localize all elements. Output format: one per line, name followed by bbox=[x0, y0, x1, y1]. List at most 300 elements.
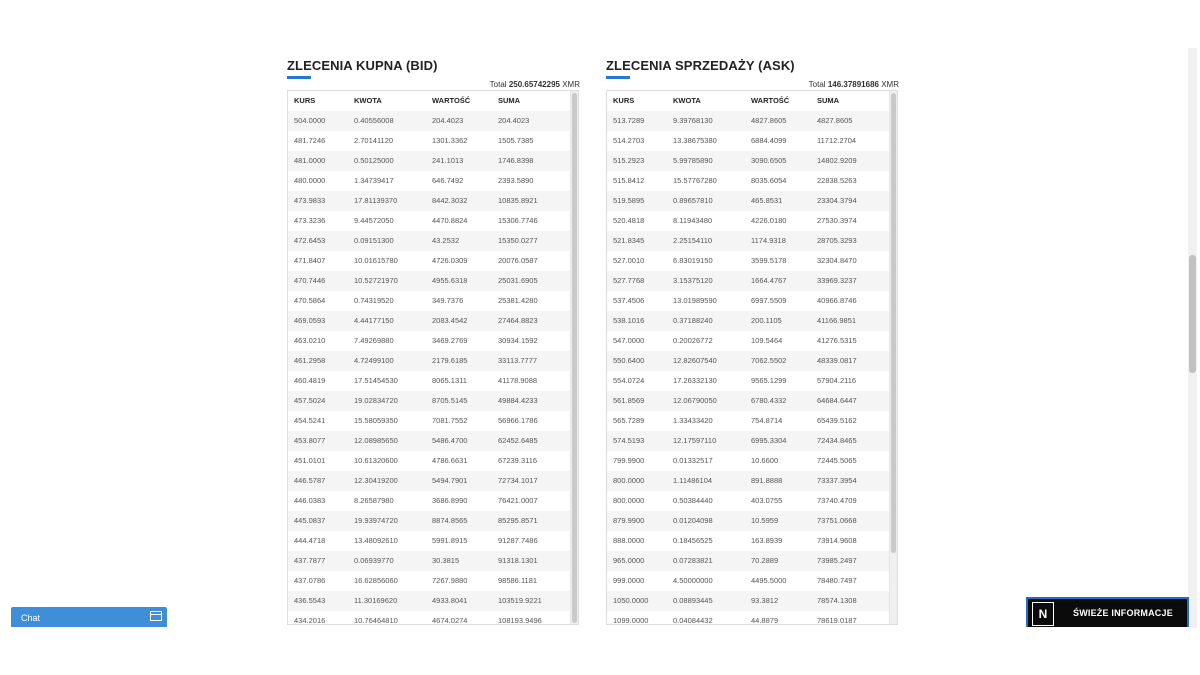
bid-scrollbar-thumb[interactable] bbox=[572, 93, 577, 623]
cell-suma: 15306.7746 bbox=[498, 216, 538, 225]
bid-order-row[interactable] bbox=[288, 611, 578, 625]
cell-kwota: 19.02834720 bbox=[354, 396, 398, 405]
cell-suma: 108193.9496 bbox=[498, 616, 542, 625]
cell-kurs: 799.9900 bbox=[613, 456, 645, 465]
cell-kwota: 0.40556008 bbox=[354, 116, 394, 125]
cell-suma: 91287.7486 bbox=[498, 536, 538, 545]
cell-kwota: 17.81139370 bbox=[354, 196, 398, 205]
cell-kwota: 8.11943480 bbox=[673, 216, 713, 225]
cell-suma: 33113.7777 bbox=[498, 356, 538, 365]
cell-kwota: 10.52721970 bbox=[354, 276, 398, 285]
bid-order-row[interactable] bbox=[288, 211, 578, 231]
ask-order-row[interactable] bbox=[607, 291, 897, 311]
ask-order-row[interactable] bbox=[607, 531, 897, 551]
cell-kwota: 0.01204098 bbox=[673, 516, 713, 525]
cell-suma: 78619.0187 bbox=[817, 616, 857, 625]
cell-kurs: 800.0000 bbox=[613, 496, 645, 505]
cell-kurs: 514.2703 bbox=[613, 136, 645, 145]
cell-kwota: 0.06939770 bbox=[354, 556, 394, 565]
ask-order-row[interactable] bbox=[607, 391, 897, 411]
cell-suma: 2393.5890 bbox=[498, 176, 534, 185]
cell-kwota: 0.50125000 bbox=[354, 156, 394, 165]
ask-scrollbar-thumb[interactable] bbox=[891, 93, 896, 553]
ask-order-row[interactable] bbox=[607, 251, 897, 271]
cell-wartosc: 9565.1299 bbox=[751, 376, 787, 385]
cell-kwota: 12.17597110 bbox=[673, 436, 717, 445]
cell-suma: 10835.8921 bbox=[498, 196, 538, 205]
cell-suma: 27464.8823 bbox=[498, 316, 538, 325]
header-wartosc: WARTOŚĆ bbox=[432, 96, 471, 105]
cell-suma: 204.4023 bbox=[498, 116, 530, 125]
cell-wartosc: 4786.6631 bbox=[432, 456, 468, 465]
cell-kurs: 472.6453 bbox=[294, 236, 326, 245]
cell-kurs: 504.0000 bbox=[294, 116, 326, 125]
ask-title-underline bbox=[606, 76, 630, 79]
cell-kwota: 0.37188240 bbox=[673, 316, 713, 325]
page-scrollbar-thumb[interactable] bbox=[1189, 255, 1196, 373]
cell-wartosc: 2179.6185 bbox=[432, 356, 468, 365]
ask-order-row[interactable] bbox=[607, 431, 897, 451]
cell-suma: 78480.7497 bbox=[817, 576, 857, 585]
ask-order-row[interactable] bbox=[607, 191, 897, 211]
ask-order-row[interactable] bbox=[607, 211, 897, 231]
bid-order-row[interactable] bbox=[288, 271, 578, 291]
cell-suma: 14802.9209 bbox=[817, 156, 857, 165]
cell-suma: 25381.4280 bbox=[498, 296, 538, 305]
cell-kurs: 437.7877 bbox=[294, 556, 326, 565]
cell-wartosc: 6997.5509 bbox=[751, 296, 787, 305]
cell-wartosc: 754.8714 bbox=[751, 416, 783, 425]
cell-suma: 27530.3974 bbox=[817, 216, 857, 225]
cell-wartosc: 349.7376 bbox=[432, 296, 464, 305]
cell-wartosc: 891.8888 bbox=[751, 476, 783, 485]
cell-kwota: 0.08893445 bbox=[673, 596, 713, 605]
ask-total-unit: XMR bbox=[881, 80, 899, 89]
cell-kurs: 454.5241 bbox=[294, 416, 326, 425]
cell-wartosc: 43.2532 bbox=[432, 236, 460, 245]
ask-order-row[interactable] bbox=[607, 451, 897, 471]
header-kwota: KWOTA bbox=[354, 96, 382, 105]
cell-wartosc: 646.7492 bbox=[432, 176, 464, 185]
cell-kwota: 10.01615780 bbox=[354, 256, 398, 265]
cell-wartosc: 44.8879 bbox=[751, 616, 779, 625]
cell-kurs: 519.5895 bbox=[613, 196, 645, 205]
cell-wartosc: 4470.8824 bbox=[432, 216, 468, 225]
header-wartosc: WARTOŚĆ bbox=[751, 96, 790, 105]
cell-suma: 20076.0587 bbox=[498, 256, 538, 265]
cell-kurs: 434.2016 bbox=[294, 616, 326, 625]
cell-kurs: 470.5864 bbox=[294, 296, 326, 305]
header-kwota: KWOTA bbox=[673, 96, 701, 105]
cell-kwota: 0.20026772 bbox=[673, 336, 713, 345]
cell-kurs: 453.8077 bbox=[294, 436, 326, 445]
bid-order-row[interactable] bbox=[288, 451, 578, 471]
cell-kwota: 6.83019150 bbox=[673, 256, 713, 265]
chat-window-icon[interactable] bbox=[150, 611, 162, 621]
ask-order-row[interactable] bbox=[607, 171, 897, 191]
ask-order-row[interactable] bbox=[607, 271, 897, 291]
cell-suma: 1746.8398 bbox=[498, 156, 534, 165]
cell-suma: 41166.9851 bbox=[817, 316, 857, 325]
cell-kurs: 521.8345 bbox=[613, 236, 645, 245]
news-label: ŚWIEŻE INFORMACJE bbox=[1073, 608, 1173, 618]
cell-kurs: 480.0000 bbox=[294, 176, 326, 185]
cell-kwota: 5.99785890 bbox=[673, 156, 713, 165]
cell-kurs: 461.2958 bbox=[294, 356, 326, 365]
news-widget[interactable] bbox=[1026, 597, 1189, 627]
cell-suma: 73985.2497 bbox=[817, 556, 857, 565]
cell-suma: 73740.4709 bbox=[817, 496, 857, 505]
cell-kurs: 513.7289 bbox=[613, 116, 645, 125]
ask-total-label: Total bbox=[808, 80, 826, 89]
cell-suma: 57904.2116 bbox=[817, 376, 857, 385]
cell-wartosc: 200.1105 bbox=[751, 316, 782, 325]
cell-wartosc: 7081.7552 bbox=[432, 416, 468, 425]
cell-kurs: 471.8407 bbox=[294, 256, 326, 265]
cell-suma: 49884.4233 bbox=[498, 396, 538, 405]
cell-suma: 64684.6447 bbox=[817, 396, 857, 405]
cell-wartosc: 5494.7901 bbox=[432, 476, 468, 485]
cell-suma: 103519.9221 bbox=[498, 596, 542, 605]
cell-kurs: 457.5024 bbox=[294, 396, 326, 405]
cell-kwota: 9.44572050 bbox=[354, 216, 394, 225]
cell-kurs: 527.7768 bbox=[613, 276, 645, 285]
news-logo-icon: N bbox=[1032, 602, 1054, 626]
cell-kwota: 15.57767280 bbox=[673, 176, 717, 185]
cell-kurs: 473.3236 bbox=[294, 216, 326, 225]
cell-suma: 28705.3293 bbox=[817, 236, 857, 245]
cell-kwota: 12.30419200 bbox=[354, 476, 398, 485]
cell-suma: 40966.8746 bbox=[817, 296, 857, 305]
cell-suma: 33969.3237 bbox=[817, 276, 857, 285]
cell-wartosc: 403.0755 bbox=[751, 496, 783, 505]
cell-kurs: 451.0101 bbox=[294, 456, 326, 465]
cell-kwota: 13.01989590 bbox=[673, 296, 717, 305]
cell-suma: 15350.0277 bbox=[498, 236, 538, 245]
cell-kurs: 538.1016 bbox=[613, 316, 645, 325]
bid-panel-title: ZLECENIA KUPNA (BID) bbox=[287, 58, 438, 73]
cell-wartosc: 6884.4099 bbox=[751, 136, 787, 145]
cell-kwota: 4.44177150 bbox=[354, 316, 394, 325]
cell-kwota: 10.61320600 bbox=[354, 456, 398, 465]
bid-order-row[interactable] bbox=[288, 291, 578, 311]
bid-total-value: 250.65742295 bbox=[508, 80, 560, 89]
bid-order-row[interactable] bbox=[288, 591, 578, 611]
ask-order-row[interactable] bbox=[607, 131, 897, 151]
chat-label: Chat bbox=[21, 613, 41, 623]
cell-suma: 76421.0007 bbox=[498, 496, 538, 505]
cell-kurs: 460.4819 bbox=[294, 376, 326, 385]
cell-kurs: 446.5787 bbox=[294, 476, 326, 485]
cell-wartosc: 5486.4700 bbox=[432, 436, 468, 445]
cell-kurs: 470.7446 bbox=[294, 276, 326, 285]
cell-kwota: 0.04084432 bbox=[673, 616, 713, 625]
cell-kurs: 436.5543 bbox=[294, 596, 326, 605]
cell-kurs: 550.6400 bbox=[613, 356, 645, 365]
cell-kurs: 554.0724 bbox=[613, 376, 645, 385]
ask-order-row[interactable] bbox=[607, 611, 897, 625]
ask-order-row[interactable] bbox=[607, 151, 897, 171]
cell-kurs: 965.0000 bbox=[613, 556, 645, 565]
cell-suma: 22838.5263 bbox=[817, 176, 857, 185]
ask-orders-panel bbox=[606, 58, 900, 625]
cell-wartosc: 8035.6054 bbox=[751, 176, 787, 185]
cell-wartosc: 7267.9880 bbox=[432, 576, 468, 585]
cell-kwota: 0.07283821 bbox=[673, 556, 713, 565]
bid-table-scrollbar[interactable] bbox=[570, 91, 578, 624]
cell-suma: 85295.8571 bbox=[498, 516, 538, 525]
cell-kurs: 469.0593 bbox=[294, 316, 326, 325]
cell-kurs: 444.4718 bbox=[294, 536, 326, 545]
cell-wartosc: 8705.5145 bbox=[432, 396, 468, 405]
cell-kurs: 561.8569 bbox=[613, 396, 645, 405]
cell-suma: 73337.3954 bbox=[817, 476, 857, 485]
cell-kwota: 11.30169620 bbox=[354, 596, 398, 605]
ask-table-header bbox=[607, 91, 897, 111]
bid-table-header bbox=[288, 91, 578, 111]
cell-kurs: 481.0000 bbox=[294, 156, 326, 165]
ask-panel-title: ZLECENIA SPRZEDAŻY (ASK) bbox=[606, 58, 795, 73]
cell-kwota: 12.06790050 bbox=[673, 396, 717, 405]
cell-kurs: 446.0383 bbox=[294, 496, 326, 505]
cell-wartosc: 204.4023 bbox=[432, 116, 464, 125]
bid-order-row[interactable] bbox=[288, 471, 578, 491]
cell-suma: 1505.7385 bbox=[498, 136, 534, 145]
cell-wartosc: 3469.2769 bbox=[432, 336, 468, 345]
ask-order-row[interactable] bbox=[607, 571, 897, 591]
cell-suma: 11712.2704 bbox=[817, 136, 857, 145]
cell-kwota: 0.74319520 bbox=[354, 296, 394, 305]
cell-kwota: 16.62856060 bbox=[354, 576, 398, 585]
bid-order-row[interactable] bbox=[288, 531, 578, 551]
cell-suma: 56966.1786 bbox=[498, 416, 538, 425]
cell-suma: 65439.5162 bbox=[817, 416, 857, 425]
bid-table-body bbox=[288, 111, 578, 625]
cell-wartosc: 3090.6505 bbox=[751, 156, 787, 165]
ask-order-row[interactable] bbox=[607, 471, 897, 491]
cell-wartosc: 8442.3032 bbox=[432, 196, 468, 205]
cell-kwota: 17.26332130 bbox=[673, 376, 717, 385]
cell-suma: 62452.6485 bbox=[498, 436, 538, 445]
ask-order-row[interactable] bbox=[607, 111, 897, 131]
bid-order-row[interactable] bbox=[288, 491, 578, 511]
cell-suma: 4827.8605 bbox=[817, 116, 853, 125]
cell-kwota: 19.93974720 bbox=[354, 516, 398, 525]
bid-title-underline bbox=[287, 76, 311, 79]
cell-suma: 25031.6905 bbox=[498, 276, 538, 285]
ask-total-value: 146.37891686 bbox=[827, 80, 879, 89]
bid-order-row[interactable] bbox=[288, 511, 578, 531]
cell-kurs: 1050.0000 bbox=[613, 596, 649, 605]
cell-wartosc: 4495.5000 bbox=[751, 576, 787, 585]
cell-wartosc: 1174.9318 bbox=[751, 236, 786, 245]
bid-order-row[interactable] bbox=[288, 431, 578, 451]
cell-wartosc: 4827.8605 bbox=[751, 116, 787, 125]
cell-kwota: 1.33433420 bbox=[673, 416, 713, 425]
cell-wartosc: 4226.0180 bbox=[751, 216, 787, 225]
cell-wartosc: 241.1013 bbox=[432, 156, 464, 165]
cell-wartosc: 465.8531 bbox=[751, 196, 783, 205]
cell-suma: 23304.3794 bbox=[817, 196, 857, 205]
cell-kwota: 13.48092610 bbox=[354, 536, 398, 545]
cell-wartosc: 6780.4332 bbox=[751, 396, 787, 405]
cell-wartosc: 2083.4542 bbox=[432, 316, 468, 325]
cell-kwota: 12.82607540 bbox=[673, 356, 717, 365]
ask-order-row[interactable] bbox=[607, 371, 897, 391]
cell-wartosc: 10.6600 bbox=[751, 456, 779, 465]
cell-suma: 78574.1308 bbox=[817, 596, 857, 605]
cell-suma: 48339.0817 bbox=[817, 356, 857, 365]
bid-order-row[interactable] bbox=[288, 331, 578, 351]
cell-wartosc: 70.2889 bbox=[751, 556, 779, 565]
cell-kwota: 1.11486104 bbox=[673, 476, 713, 485]
cell-suma: 73914.9608 bbox=[817, 536, 857, 545]
bid-total-label: Total bbox=[489, 80, 507, 89]
cell-kwota: 17.51454530 bbox=[354, 376, 398, 385]
cell-kurs: 888.0000 bbox=[613, 536, 645, 545]
cell-kwota: 0.50384440 bbox=[673, 496, 713, 505]
cell-wartosc: 4933.8041 bbox=[432, 596, 468, 605]
cell-kurs: 445.0837 bbox=[294, 516, 326, 525]
cell-wartosc: 8065.1311 bbox=[432, 376, 467, 385]
ask-order-row[interactable] bbox=[607, 591, 897, 611]
bid-table[interactable] bbox=[287, 90, 579, 625]
cell-kwota: 15.58059350 bbox=[354, 416, 398, 425]
cell-suma: 98586.1181 bbox=[498, 576, 538, 585]
ask-order-row[interactable] bbox=[607, 331, 897, 351]
cell-suma: 72734.1017 bbox=[498, 476, 538, 485]
cell-kurs: 520.4818 bbox=[613, 216, 645, 225]
cell-wartosc: 3599.5178 bbox=[751, 256, 787, 265]
bid-order-row[interactable] bbox=[288, 191, 578, 211]
cell-wartosc: 3686.8990 bbox=[432, 496, 468, 505]
cell-kurs: 515.2923 bbox=[613, 156, 645, 165]
bid-order-row[interactable] bbox=[288, 111, 578, 131]
cell-kwota: 0.09151300 bbox=[354, 236, 394, 245]
cell-kurs: 800.0000 bbox=[613, 476, 645, 485]
bid-total-unit: XMR bbox=[562, 80, 580, 89]
cell-wartosc: 1301.3362 bbox=[432, 136, 468, 145]
cell-kurs: 565.7289 bbox=[613, 416, 645, 425]
cell-kwota: 12.08985650 bbox=[354, 436, 398, 445]
ask-order-row[interactable] bbox=[607, 511, 897, 531]
bid-order-row[interactable] bbox=[288, 551, 578, 571]
cell-suma: 91318.1301 bbox=[498, 556, 538, 565]
cell-kurs: 481.7246 bbox=[294, 136, 326, 145]
cell-kwota: 9.39768130 bbox=[673, 116, 713, 125]
bid-order-row[interactable] bbox=[288, 231, 578, 251]
cell-kurs: 574.5193 bbox=[613, 436, 645, 445]
header-kurs: KURS bbox=[613, 96, 635, 105]
cell-wartosc: 30.3815 bbox=[432, 556, 460, 565]
cell-kwota: 3.15375120 bbox=[673, 276, 713, 285]
cell-kurs: 527.0010 bbox=[613, 256, 645, 265]
cell-kwota: 4.50000000 bbox=[673, 576, 713, 585]
cell-kwota: 1.34739417 bbox=[354, 176, 394, 185]
cell-kwota: 13.38675380 bbox=[673, 136, 717, 145]
bid-order-row[interactable] bbox=[288, 391, 578, 411]
bid-order-row[interactable] bbox=[288, 571, 578, 591]
bid-order-row[interactable] bbox=[288, 311, 578, 331]
cell-kurs: 473.9833 bbox=[294, 196, 326, 205]
ask-order-row[interactable] bbox=[607, 311, 897, 331]
page-scrollbar[interactable] bbox=[1188, 48, 1197, 628]
bid-orders-panel bbox=[287, 58, 581, 625]
bid-total bbox=[287, 80, 581, 90]
cell-wartosc: 8874.8565 bbox=[432, 516, 468, 525]
cell-kurs: 999.0000 bbox=[613, 576, 645, 585]
cell-kurs: 537.4506 bbox=[613, 296, 645, 305]
ask-total bbox=[606, 80, 900, 90]
cell-wartosc: 4955.6318 bbox=[432, 276, 468, 285]
ask-table[interactable] bbox=[606, 90, 898, 625]
cell-suma: 73751.0668 bbox=[817, 516, 857, 525]
cell-suma: 30934.1592 bbox=[498, 336, 538, 345]
bid-order-row[interactable] bbox=[288, 251, 578, 271]
cell-kwota: 0.01332517 bbox=[673, 456, 713, 465]
bid-order-row[interactable] bbox=[288, 351, 578, 371]
cell-kwota: 0.18456525 bbox=[673, 536, 713, 545]
cell-kwota: 2.25154110 bbox=[673, 236, 713, 245]
cell-wartosc: 1664.4767 bbox=[751, 276, 787, 285]
ask-order-row[interactable] bbox=[607, 551, 897, 571]
ask-table-scrollbar[interactable] bbox=[889, 91, 897, 624]
cell-kurs: 437.0786 bbox=[294, 576, 326, 585]
cell-kurs: 515.8412 bbox=[613, 176, 645, 185]
bid-order-row[interactable] bbox=[288, 171, 578, 191]
cell-wartosc: 163.8939 bbox=[751, 536, 783, 545]
cell-suma: 41178.9088 bbox=[498, 376, 538, 385]
ask-order-row[interactable] bbox=[607, 231, 897, 251]
cell-kwota: 8.26587980 bbox=[354, 496, 394, 505]
ask-order-row[interactable] bbox=[607, 491, 897, 511]
cell-suma: 67239.3116 bbox=[498, 456, 538, 465]
cell-kurs: 547.0000 bbox=[613, 336, 645, 345]
cell-wartosc: 6995.3304 bbox=[751, 436, 787, 445]
cell-suma: 32304.8470 bbox=[817, 256, 857, 265]
cell-kwota: 10.76464810 bbox=[354, 616, 398, 625]
ask-order-row[interactable] bbox=[607, 351, 897, 371]
bid-order-row[interactable] bbox=[288, 411, 578, 431]
cell-kurs: 1099.0000 bbox=[613, 616, 649, 625]
cell-wartosc: 10.5959 bbox=[751, 516, 779, 525]
cell-wartosc: 109.5464 bbox=[751, 336, 783, 345]
header-kurs: KURS bbox=[294, 96, 316, 105]
cell-wartosc: 5991.8915 bbox=[432, 536, 468, 545]
bid-order-row[interactable] bbox=[288, 371, 578, 391]
bid-order-row[interactable] bbox=[288, 151, 578, 171]
cell-kurs: 879.9900 bbox=[613, 516, 645, 525]
ask-order-row[interactable] bbox=[607, 411, 897, 431]
cell-wartosc: 4726.0309 bbox=[432, 256, 468, 265]
ask-table-body bbox=[607, 111, 897, 625]
cell-kwota: 2.70141120 bbox=[354, 136, 394, 145]
cell-wartosc: 4674.0274 bbox=[432, 616, 468, 625]
chat-widget-bar[interactable] bbox=[11, 607, 167, 627]
bid-order-row[interactable] bbox=[288, 131, 578, 151]
header-suma: SUMA bbox=[498, 96, 521, 105]
cell-suma: 41276.5315 bbox=[817, 336, 857, 345]
cell-wartosc: 93.3812 bbox=[751, 596, 779, 605]
cell-suma: 72445.5065 bbox=[817, 456, 857, 465]
cell-kwota: 4.72499100 bbox=[354, 356, 394, 365]
cell-wartosc: 7062.5502 bbox=[751, 356, 787, 365]
header-suma: SUMA bbox=[817, 96, 840, 105]
cell-suma: 72434.8465 bbox=[817, 436, 857, 445]
cell-kwota: 0.89657810 bbox=[673, 196, 713, 205]
cell-kwota: 7.49269880 bbox=[354, 336, 394, 345]
cell-kurs: 463.0210 bbox=[294, 336, 326, 345]
